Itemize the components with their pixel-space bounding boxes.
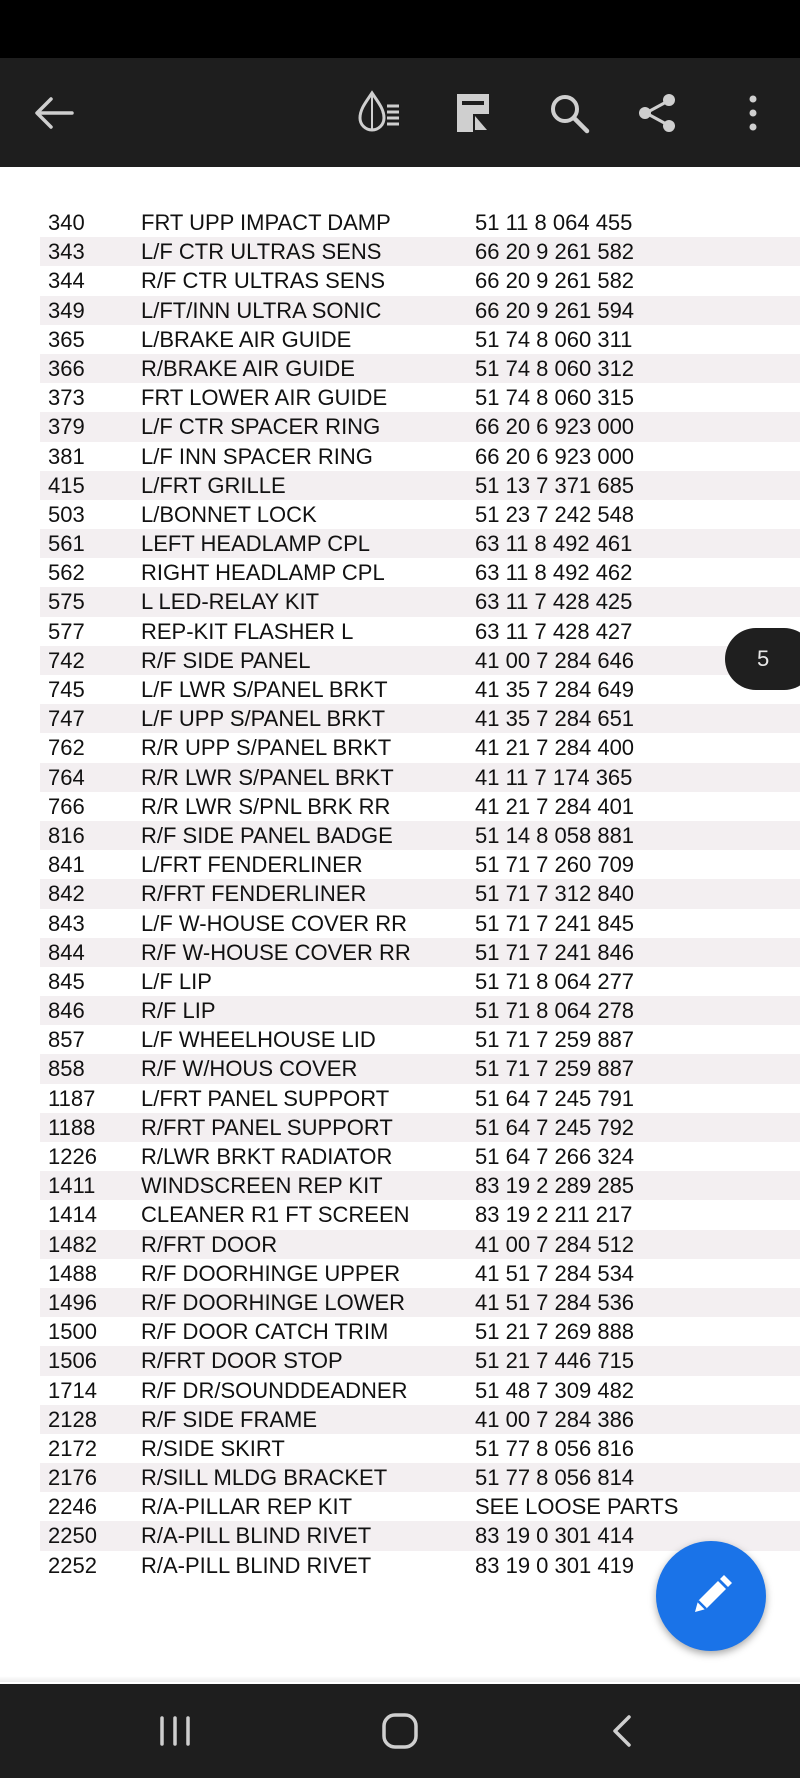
part-index: 1506 [48, 1348, 97, 1374]
part-number: 63 11 7 428 425 [475, 589, 633, 615]
part-description: L/F INN SPACER RING [141, 443, 373, 469]
part-description: R/F SIDE FRAME [141, 1406, 318, 1432]
part-description: LEFT HEADLAMP CPL [141, 531, 371, 557]
table-row [0, 237, 800, 266]
page-layout-icon[interactable] [440, 80, 506, 146]
part-description: L/F LIP [141, 968, 212, 994]
part-number: 83 19 0 301 414 [475, 1523, 635, 1549]
part-description: R/SILL MLDG BRACKET [141, 1465, 388, 1491]
table-row [0, 996, 800, 1025]
table-row [0, 1317, 800, 1346]
table-row [0, 266, 800, 295]
part-index: 747 [48, 706, 85, 732]
part-index: 415 [48, 472, 85, 498]
part-description: L/FRT PANEL SUPPORT [141, 1085, 390, 1111]
part-index: 1226 [48, 1144, 97, 1169]
part-number: SEE LOOSE PARTS [475, 1494, 679, 1520]
part-description: L/FRT GRILLE [141, 472, 286, 498]
part-description: R/F DOOR CATCH TRIM [141, 1319, 389, 1345]
part-description: R/FRT PANEL SUPPORT [141, 1114, 393, 1140]
part-number: 51 21 7 446 715 [475, 1348, 635, 1374]
part-number: 51 74 8 060 312 [475, 355, 635, 381]
back-icon[interactable] [582, 1698, 662, 1764]
table-row [0, 412, 800, 441]
part-number: 51 74 8 060 315 [475, 385, 635, 411]
part-description: R/R UPP S/PANEL BRKT [141, 735, 392, 761]
part-number: 63 11 8 492 461 [475, 531, 633, 557]
part-index: 1188 [48, 1114, 96, 1140]
part-index: 857 [48, 1027, 85, 1053]
table-row [0, 587, 800, 616]
part-index: 349 [48, 297, 85, 323]
arrow-left-icon[interactable] [21, 80, 87, 146]
part-index: 858 [48, 1056, 85, 1082]
part-index: 575 [48, 589, 85, 615]
part-index: 2246 [48, 1494, 97, 1520]
part-index: 340 [48, 210, 85, 235]
page-indicator[interactable]: 5 [725, 628, 800, 690]
table-row [0, 938, 800, 967]
table-row [0, 1113, 800, 1142]
table-row [0, 850, 800, 879]
edit-fab-button[interactable] [656, 1541, 766, 1651]
part-description: R/F DOORHINGE LOWER [141, 1289, 406, 1315]
table-row [0, 1492, 800, 1521]
part-description: R/F DR/SOUNDDEADNER [141, 1377, 408, 1403]
part-description: WINDSCREEN REP KIT [141, 1173, 383, 1199]
part-index: 843 [48, 910, 85, 936]
part-index: 344 [48, 268, 85, 294]
table-row [0, 821, 800, 850]
table-row [0, 675, 800, 704]
parts-table [0, 208, 800, 1580]
table-row [0, 1025, 800, 1054]
part-description: R/BRAKE AIR GUIDE [141, 355, 355, 381]
part-index: 373 [48, 385, 85, 411]
part-description: L/F CTR ULTRAS SENS [141, 239, 382, 265]
part-number: 51 64 7 245 791 [475, 1085, 635, 1111]
part-index: 762 [48, 735, 85, 761]
table-row [0, 704, 800, 733]
part-description: R/A-PILLAR REP KIT [141, 1494, 353, 1520]
part-number: 41 00 7 284 386 [475, 1406, 635, 1432]
part-number: 83 19 2 289 285 [475, 1173, 635, 1199]
part-index: 1411 [48, 1173, 96, 1199]
top-toolbar [0, 58, 800, 167]
part-number: 51 11 8 064 455 [475, 210, 633, 235]
part-index: 562 [48, 560, 85, 586]
part-index: 2172 [48, 1435, 97, 1461]
part-description: R/R LWR S/PANEL BRKT [141, 764, 394, 790]
part-index: 844 [48, 939, 85, 965]
table-row [0, 646, 800, 675]
part-index: 366 [48, 355, 85, 381]
table-row [0, 879, 800, 908]
part-index: 2252 [48, 1552, 97, 1578]
part-number: 51 14 8 058 881 [475, 822, 635, 848]
home-icon[interactable] [360, 1698, 440, 1764]
part-index: 1500 [48, 1319, 97, 1345]
part-description: R/FRT DOOR [141, 1231, 278, 1257]
part-number: 41 21 7 284 401 [475, 793, 635, 819]
part-description: L LED-RELAY KIT [141, 589, 320, 615]
part-index: 379 [48, 414, 85, 440]
part-description: R/SIDE SKIRT [141, 1435, 285, 1461]
part-number: 51 23 7 242 548 [475, 501, 635, 527]
part-index: 745 [48, 677, 85, 702]
part-description: REP-KIT FLASHER L [141, 618, 354, 644]
part-description: R/FRT FENDERLINER [141, 881, 367, 907]
part-number: 63 11 7 428 427 [475, 618, 633, 644]
part-index: 1187 [48, 1085, 96, 1111]
part-description: L/FRT FENDERLINER [141, 852, 363, 878]
part-index: 845 [48, 968, 85, 994]
table-row [0, 909, 800, 938]
part-index: 503 [48, 501, 85, 527]
part-number: 41 35 7 284 649 [475, 677, 635, 702]
part-description: L/FT/INN ULTRA SONIC [141, 297, 382, 323]
table-row [0, 967, 800, 996]
table-row [0, 383, 800, 412]
part-description: R/F DOORHINGE UPPER [141, 1260, 401, 1286]
part-index: 343 [48, 239, 85, 265]
part-number: 51 71 7 241 846 [475, 939, 635, 965]
part-number: 63 11 8 492 462 [475, 560, 633, 586]
part-description: R/FRT DOOR STOP [141, 1348, 343, 1374]
part-description: FRT LOWER AIR GUIDE [141, 385, 388, 411]
part-number: 51 64 7 266 324 [475, 1144, 635, 1169]
table-row [0, 792, 800, 821]
part-description: R/F W-HOUSE COVER RR [141, 939, 411, 965]
part-index: 365 [48, 326, 85, 352]
table-row [0, 1376, 800, 1405]
table-row [0, 733, 800, 762]
part-description: RIGHT HEADLAMP CPL [141, 560, 385, 586]
part-description: L/F LWR S/PANEL BRKT [141, 677, 388, 702]
page-edge [0, 1676, 800, 1682]
share-icon[interactable] [624, 80, 690, 146]
table-row [0, 1200, 800, 1229]
table-row [0, 1434, 800, 1463]
table-row [0, 1405, 800, 1434]
part-number: 51 71 7 259 887 [475, 1027, 635, 1053]
reading-mode-icon[interactable] [346, 80, 412, 146]
part-number: 51 21 7 269 888 [475, 1319, 635, 1345]
part-index: 816 [48, 822, 85, 848]
part-number: 66 20 9 261 582 [475, 239, 635, 265]
part-number: 66 20 9 261 594 [475, 297, 635, 323]
table-row [0, 354, 800, 383]
part-number: 51 48 7 309 482 [475, 1377, 635, 1403]
part-index: 561 [48, 531, 85, 557]
part-number: 41 00 7 284 512 [475, 1231, 635, 1257]
table-row [0, 1346, 800, 1375]
part-index: 764 [48, 764, 85, 790]
part-description: R/F W/HOUS COVER [141, 1056, 358, 1082]
part-number: 41 51 7 284 536 [475, 1289, 635, 1315]
table-row [0, 296, 800, 325]
part-description: L/BRAKE AIR GUIDE [141, 326, 352, 352]
part-description: R/A-PILL BLIND RIVET [141, 1552, 372, 1578]
table-row [0, 1142, 800, 1171]
status-bar [0, 0, 800, 58]
part-number: 51 71 8 064 278 [475, 998, 635, 1024]
system-nav-bar [0, 1684, 800, 1778]
table-row [0, 471, 800, 500]
part-number: 51 74 8 060 311 [475, 326, 633, 352]
table-row [0, 500, 800, 529]
part-number: 66 20 9 261 582 [475, 268, 635, 294]
part-description: L/F WHEELHOUSE LID [141, 1027, 376, 1053]
part-index: 1488 [48, 1260, 97, 1286]
part-number: 41 00 7 284 646 [475, 647, 635, 673]
table-row [0, 1288, 800, 1317]
part-index: 1496 [48, 1289, 97, 1315]
table-row [0, 208, 800, 237]
part-number: 51 71 7 241 845 [475, 910, 635, 936]
part-index: 577 [48, 618, 85, 644]
part-description: L/F CTR SPACER RING [141, 414, 381, 440]
part-description: R/F CTR ULTRAS SENS [141, 268, 386, 294]
part-index: 842 [48, 881, 85, 907]
part-number: 41 11 7 174 365 [475, 764, 633, 790]
part-number: 83 19 0 301 419 [475, 1552, 635, 1578]
part-description: R/R LWR S/PNL BRK RR [141, 793, 391, 819]
table-row [0, 1463, 800, 1492]
table-row [0, 1054, 800, 1083]
part-description: R/F SIDE PANEL BADGE [141, 822, 393, 848]
part-index: 766 [48, 793, 85, 819]
table-row [0, 1521, 800, 1550]
part-index: 742 [48, 647, 85, 673]
part-number: 41 35 7 284 651 [475, 706, 635, 732]
part-description: FRT UPP IMPACT DAMP [141, 210, 391, 235]
part-number: 51 71 7 259 887 [475, 1056, 635, 1082]
part-number: 51 64 7 245 792 [475, 1114, 635, 1140]
table-row [0, 442, 800, 471]
table-row [0, 558, 800, 587]
search-icon[interactable] [536, 80, 602, 146]
more-vert-icon[interactable] [720, 80, 786, 146]
part-number: 41 51 7 284 534 [475, 1260, 635, 1286]
table-row [0, 529, 800, 558]
part-index: 1482 [48, 1231, 97, 1257]
part-index: 2250 [48, 1523, 97, 1549]
table-row [0, 325, 800, 354]
part-description: R/F LIP [141, 998, 216, 1024]
part-index: 2128 [48, 1406, 97, 1432]
part-index: 846 [48, 998, 85, 1024]
part-description: L/BONNET LOCK [141, 501, 317, 527]
pencil-icon [689, 1574, 733, 1618]
part-index: 1714 [48, 1377, 97, 1403]
part-number: 51 13 7 371 685 [475, 472, 635, 498]
part-number: 83 19 2 211 217 [475, 1202, 633, 1228]
table-row [0, 1259, 800, 1288]
part-number: 41 21 7 284 400 [475, 735, 635, 761]
part-number: 51 77 8 056 816 [475, 1435, 635, 1461]
part-index: 841 [48, 852, 85, 878]
part-number: 51 77 8 056 814 [475, 1465, 635, 1491]
part-number: 51 71 7 312 840 [475, 881, 635, 907]
part-number: 66 20 6 923 000 [475, 414, 635, 440]
part-description: L/F UPP S/PANEL BRKT [141, 706, 386, 732]
part-description: R/A-PILL BLIND RIVET [141, 1523, 372, 1549]
part-description: CLEANER R1 FT SCREEN [141, 1202, 410, 1228]
part-description: R/F SIDE PANEL [141, 647, 311, 673]
table-row [0, 1171, 800, 1200]
table-row [0, 1084, 800, 1113]
part-description: R/LWR BRKT RADIATOR [141, 1144, 393, 1169]
part-number: 66 20 6 923 000 [475, 443, 635, 469]
table-row [0, 763, 800, 792]
part-index: 1414 [48, 1202, 97, 1228]
part-index: 2176 [48, 1465, 97, 1491]
part-index: 381 [48, 443, 85, 469]
part-number: 51 71 8 064 277 [475, 968, 635, 994]
table-row [0, 617, 800, 646]
table-row [0, 1230, 800, 1259]
part-number: 51 71 7 260 709 [475, 852, 635, 878]
part-description: L/F W-HOUSE COVER RR [141, 910, 408, 936]
recents-icon[interactable] [135, 1698, 215, 1764]
